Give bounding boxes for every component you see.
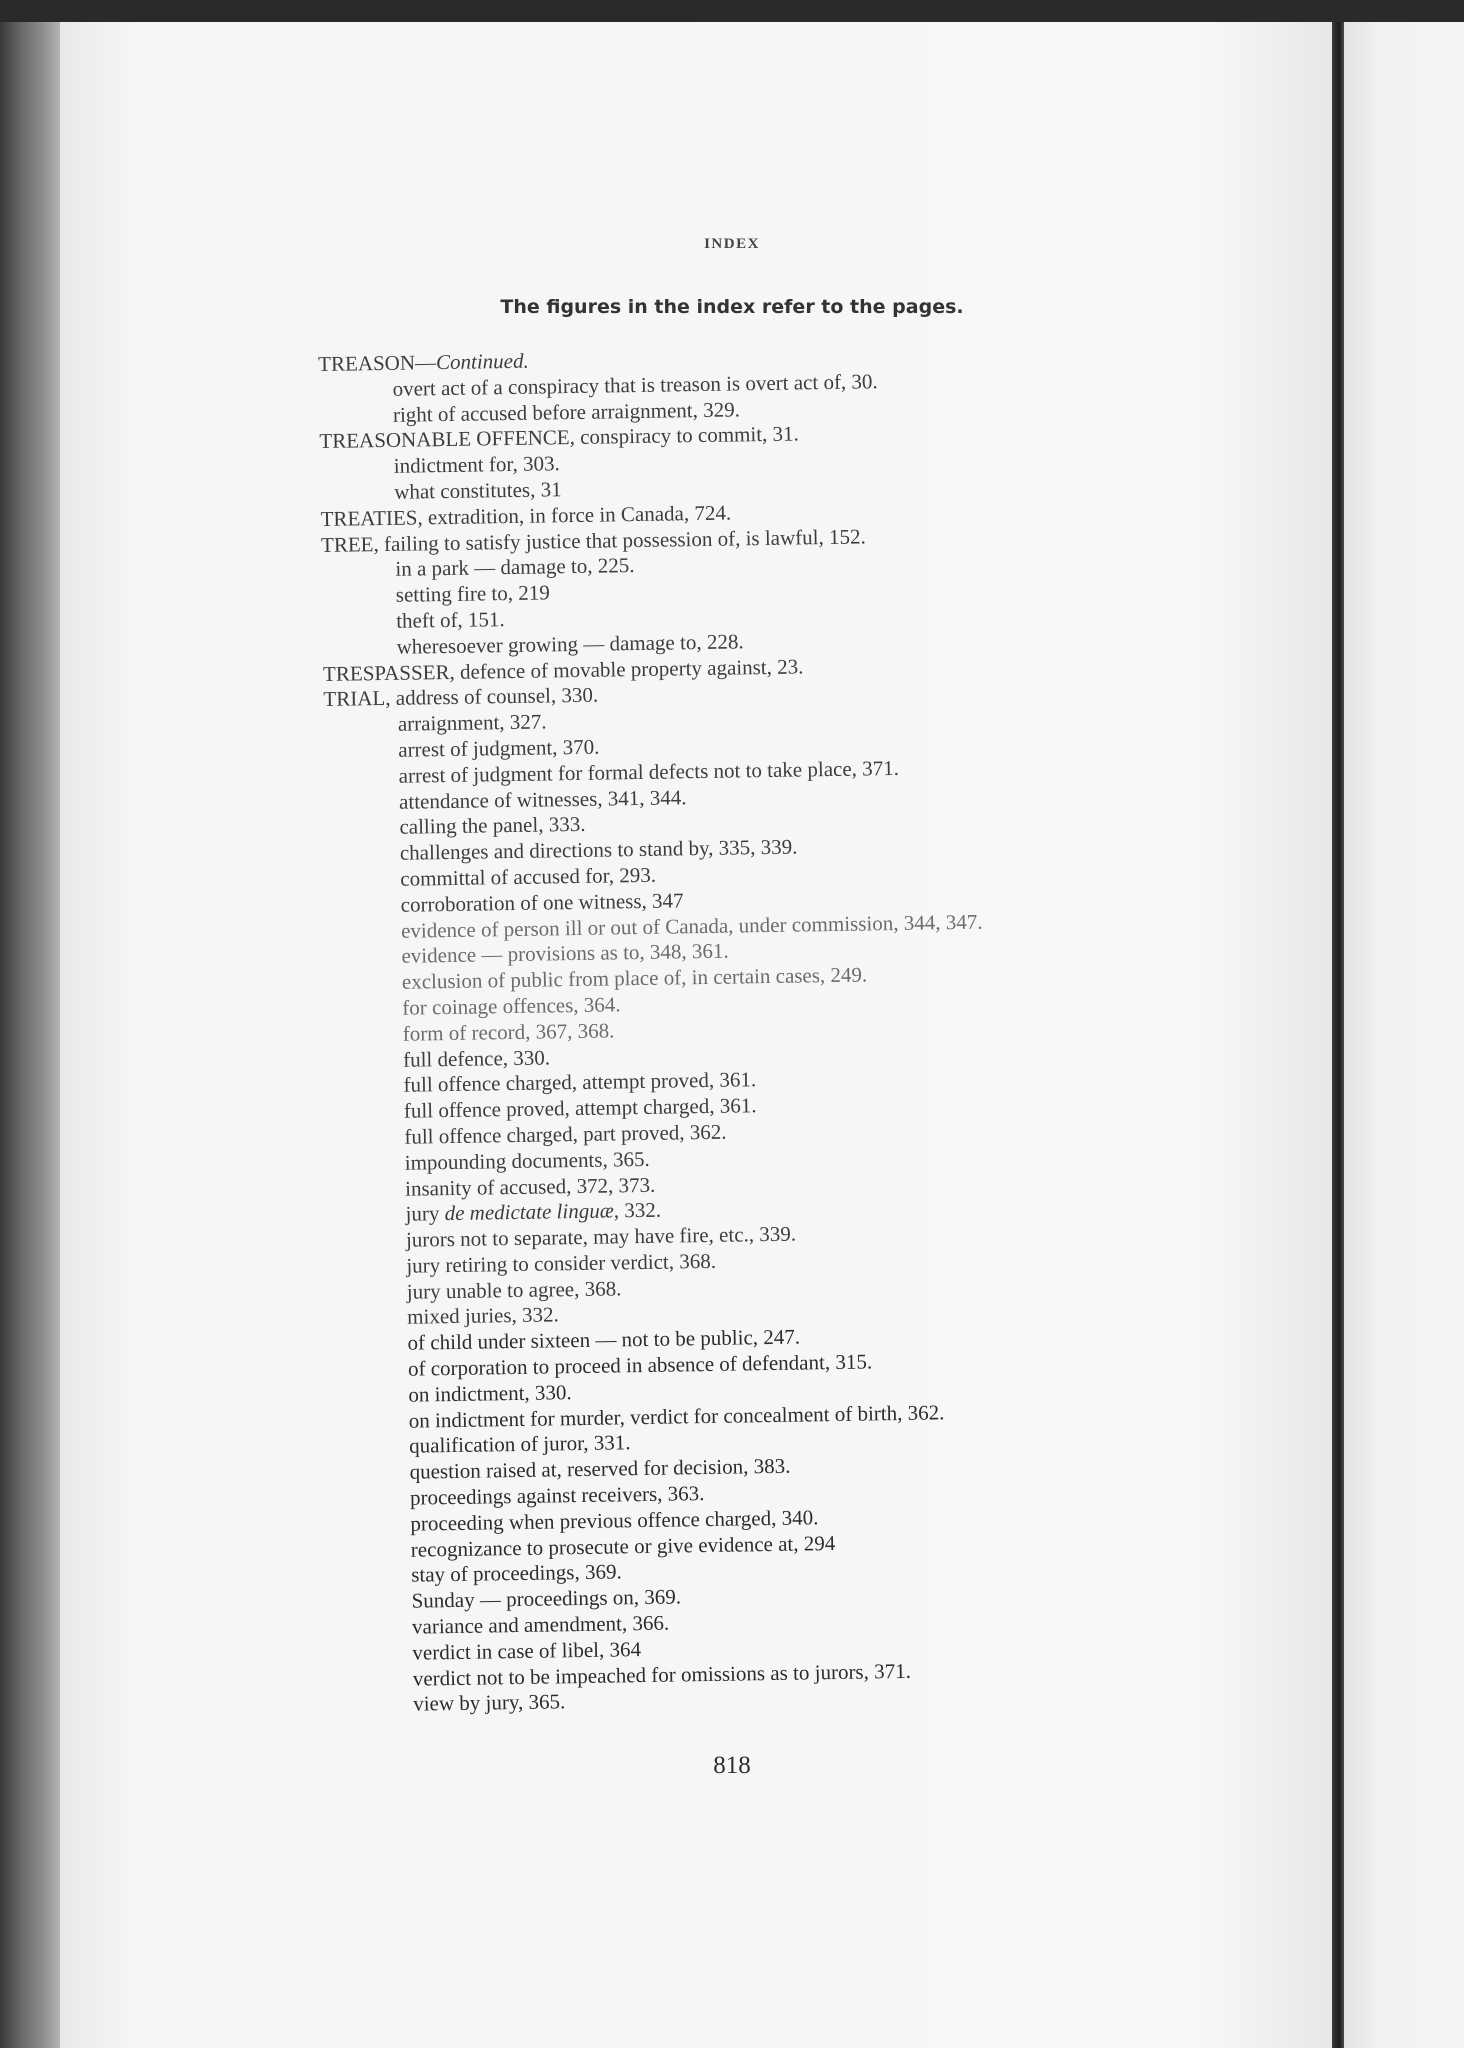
entry-text: on indictment, 330. — [408, 1380, 572, 1407]
entry-text: setting fire to, 219 — [395, 580, 550, 607]
entry-text: attendance of witnesses, 341, 344. — [398, 784, 687, 814]
entry-text: what constitutes, 31 — [394, 477, 562, 504]
entry-text: full offence charged, attempt proved, 361. — [403, 1067, 757, 1098]
entry-text: Sunday — proceedings on, 369. — [411, 1584, 682, 1613]
entry-text: arrest of judgment, 370. — [398, 734, 600, 762]
entry-text: mixed juries, 332. — [406, 1302, 559, 1330]
entry-text: TREASONABLE OFFENCE, conspiracy to commit, 31. — [319, 421, 800, 454]
entry-text: exclusion of public from place of, in certain cases, 249. — [401, 962, 868, 994]
entry-text: right of accused before arraignment, 329. — [392, 396, 741, 427]
entry-text: TRIAL, address of counsel, 330. — [323, 683, 599, 712]
entry-italic-text: de medictate linguæ — [444, 1198, 614, 1226]
running-head: INDEX — [704, 236, 760, 252]
entry-text: view by jury, 365. — [413, 1689, 566, 1717]
entry-text: verdict not to be impeached for omissions as to jurors, 371. — [412, 1658, 912, 1691]
entry-text: TRESPASSER, defence of movable property against, 23. — [322, 653, 804, 686]
entry-text: full defence, 330. — [402, 1044, 551, 1072]
entry-text: evidence — provisions as to, 348, 361. — [401, 938, 729, 969]
entry-text: insanity of accused, 372, 373. — [404, 1172, 656, 1201]
entry-text: qualification of juror, 331. — [409, 1430, 631, 1459]
entry-italic-text: Continued. — [435, 348, 529, 375]
entry-text: of corporation to proceed in absence of defendant, 315. — [407, 1349, 873, 1381]
entry-text: jury — [405, 1201, 445, 1227]
index-entries — [318, 338, 1259, 1720]
entry-text: question raised at, reserved for decision, 383. — [409, 1453, 791, 1484]
entry-text: proceeding when previous offence charged, 340. — [410, 1505, 819, 1536]
entry-text: evidence of person ill or out of Canada, under commission, 344, 347. — [400, 909, 983, 943]
entry-text: full offence charged, part proved, 362. — [404, 1119, 727, 1149]
entry-text: committal of accused for, 293. — [400, 862, 657, 891]
entry-text: indictment for, 303. — [393, 451, 560, 479]
entry-text: TREATIES, extradition, in force in Canada, 724. — [320, 500, 732, 531]
entry-text: of child under sixteen — not to be public, 247. — [407, 1324, 801, 1355]
entry-text: impounding documents, 365. — [404, 1146, 650, 1175]
page-number: 818 — [713, 1752, 751, 1779]
entry-text: jurors not to separate, may have fire, etc., 339. — [405, 1221, 797, 1252]
entry-text: full offence proved, attempt charged, 361. — [403, 1093, 757, 1123]
entry-text: variance and amendment, 366. — [411, 1610, 670, 1639]
entry-text: TREE, failing to satisfy justice that possession of, is lawful, 152. — [320, 523, 866, 557]
entry-text: proceedings against receivers, 363. — [409, 1481, 705, 1510]
entry-text: calling the panel, 333. — [399, 812, 586, 840]
entry-text: recognizance to prosecute or give evidence at, 294 — [410, 1530, 836, 1562]
entry-page-refs: , 332. — [613, 1198, 662, 1223]
entry-text: arrest of judgment for formal defects not to take place, 371. — [398, 755, 900, 788]
entry-text: for coinage offences, 364. — [402, 992, 621, 1020]
entry-text: jury unable to agree, 368. — [406, 1276, 622, 1304]
entry-text: wheresoever growing — damage to, 228. — [396, 629, 744, 659]
entry-text: arraignment, 327. — [397, 709, 547, 736]
entry-text: form of record, 367, 368. — [402, 1018, 615, 1046]
entry-text: overt act of a conspiracy that is treason is overt act of, 30. — [392, 369, 878, 401]
entry-text: challenges and directions to stand by, 335, 339. — [399, 834, 798, 865]
entry-text: theft of, 151. — [396, 607, 505, 633]
entry-text: verdict in case of libel, 364 — [412, 1636, 642, 1665]
entry-text: jury retiring to consider verdict, 368. — [406, 1248, 717, 1278]
entry-text: corroboration of one witness, 347 — [400, 888, 684, 917]
index-note: The figures in the index refer to the pages. — [500, 296, 964, 318]
entry-text: stay of proceedings, 369. — [411, 1559, 622, 1588]
entry-text: TREASON— — [318, 350, 437, 376]
entry-text: on indictment for murder, verdict for concealment of birth, 362. — [408, 1399, 945, 1433]
entry-text: in a park — damage to, 225. — [395, 553, 635, 582]
